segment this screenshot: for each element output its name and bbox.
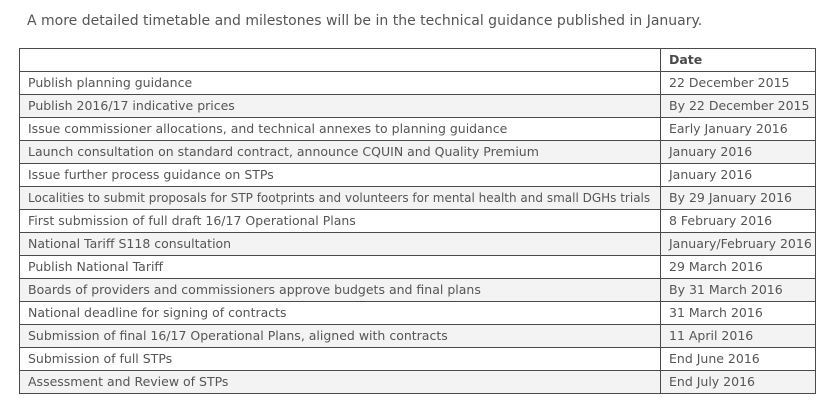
date-cell: January/February 2016 xyxy=(661,233,816,256)
table-row xyxy=(20,118,816,141)
date-cell: Early January 2016 xyxy=(661,118,816,141)
milestone-cell: First submission of full draft 16/17 Operational Plans xyxy=(20,210,661,233)
table-row xyxy=(20,256,816,279)
milestone-cell: Assessment and Review of STPs xyxy=(20,371,661,394)
table-row xyxy=(20,141,816,164)
table-row xyxy=(20,302,816,325)
date-cell: By 31 March 2016 xyxy=(661,279,816,302)
milestone-cell: National Tariff S118 consultation xyxy=(20,233,661,256)
milestone-cell: Submission of final 16/17 Operational Plans, aligned with contracts xyxy=(20,325,661,348)
table-row xyxy=(20,95,816,118)
milestone-cell: Issue commissioner allocations, and technical annexes to planning guidance xyxy=(20,118,661,141)
date-cell: 11 April 2016 xyxy=(661,325,816,348)
table-header-row xyxy=(20,49,816,72)
milestones-table xyxy=(19,48,816,394)
milestone-cell: Issue further process guidance on STPs xyxy=(20,164,661,187)
table-row xyxy=(20,279,816,302)
table-row xyxy=(20,187,816,210)
table-row xyxy=(20,210,816,233)
date-cell: January 2016 xyxy=(661,164,816,187)
milestone-cell: Submission of full STPs xyxy=(20,348,661,371)
date-column-header: Date xyxy=(661,49,816,72)
intro-paragraph: A more detailed timetable and milestones will be in the technical guidance published in January. xyxy=(27,13,703,29)
table-row xyxy=(20,371,816,394)
date-cell: By 22 December 2015 xyxy=(661,95,816,118)
date-cell: 29 March 2016 xyxy=(661,256,816,279)
table-row xyxy=(20,325,816,348)
table-row xyxy=(20,348,816,371)
table-row xyxy=(20,164,816,187)
milestone-cell: Launch consultation on standard contract, announce CQUIN and Quality Premium xyxy=(20,141,661,164)
milestone-cell: Boards of providers and commissioners approve budgets and final plans xyxy=(20,279,661,302)
date-cell: 31 March 2016 xyxy=(661,302,816,325)
table-row xyxy=(20,72,816,95)
milestone-cell: Localities to submit proposals for STP footprints and volunteers for mental health and small DGHs trials xyxy=(20,187,661,210)
date-cell: End June 2016 xyxy=(661,348,816,371)
milestone-cell: Publish 2016/17 indicative prices xyxy=(20,95,661,118)
date-cell: By 29 January 2016 xyxy=(661,187,816,210)
table-row xyxy=(20,233,816,256)
date-cell: January 2016 xyxy=(661,141,816,164)
date-cell: 22 December 2015 xyxy=(661,72,816,95)
milestone-column-header xyxy=(20,49,661,72)
milestone-cell: Publish planning guidance xyxy=(20,72,661,95)
date-cell: End July 2016 xyxy=(661,371,816,394)
milestone-cell: Publish National Tariff xyxy=(20,256,661,279)
milestone-cell: National deadline for signing of contracts xyxy=(20,302,661,325)
date-cell: 8 February 2016 xyxy=(661,210,816,233)
